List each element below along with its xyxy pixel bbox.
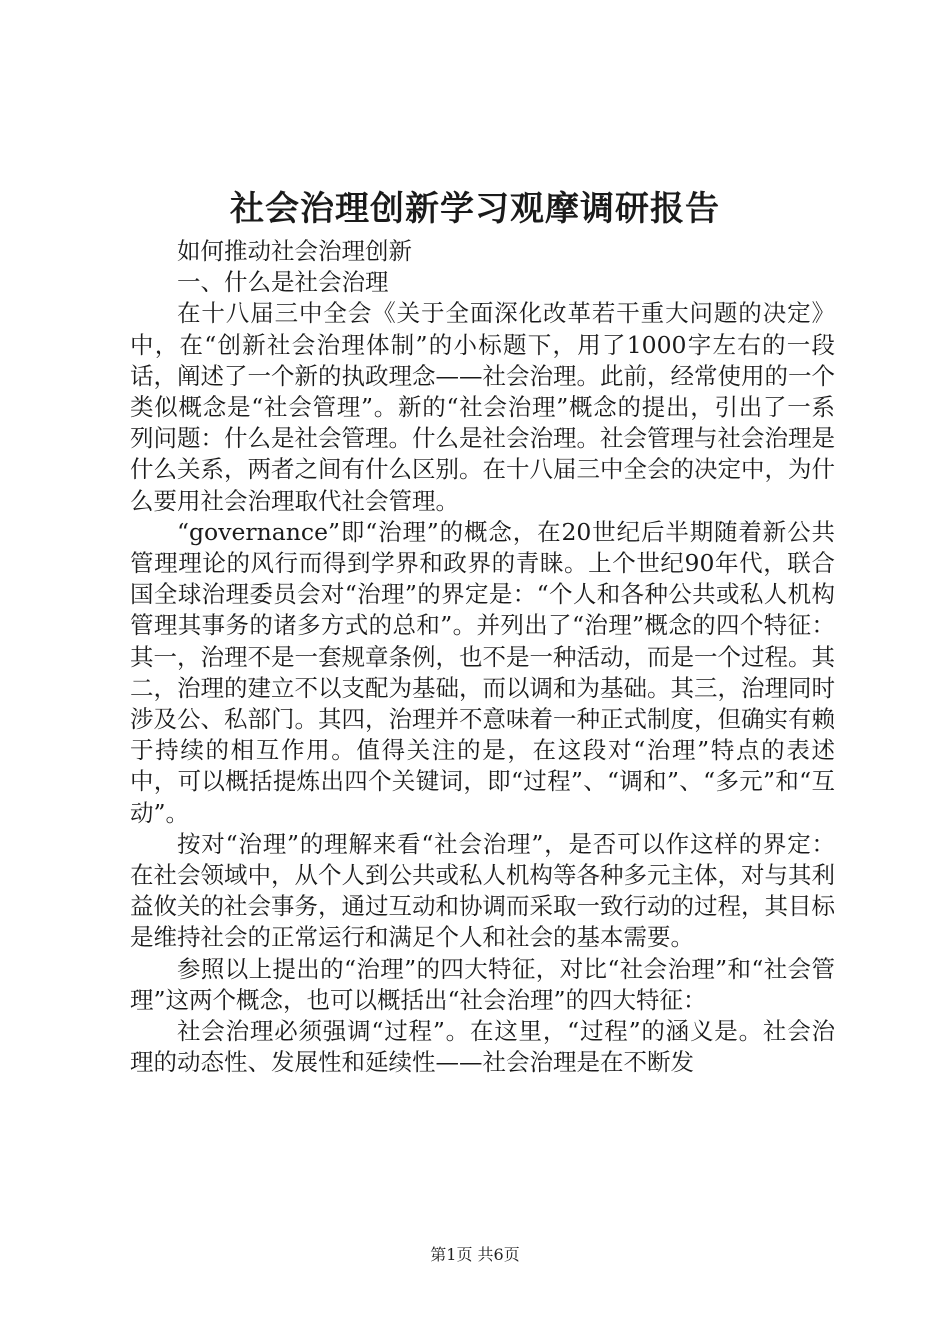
paragraph: 参照以上提出的“治理”的四大特征，对比“社会治理”和“社会管理”这两个概念，也可以概括出“社会治理”的四大特征： [130, 954, 835, 1014]
page-number-footer: 第1页 共6页 [430, 1245, 520, 1264]
paragraph-subtitle: 如何推动社会治理创新 [177, 237, 412, 265]
paragraph-section-heading: 一、什么是社会治理 [177, 268, 389, 297]
paragraph: 按对“治理”的理解来看“社会治理”，是否可以作这样的界定：在社会领域中，从个人到公共或私人机构等各种多元主体，对与其利益攸关的社会事务，通过互动和协调而采取一致行动的过程，其目标是维持社会的正常运行和满足个人和社会的基本需要。 [130, 829, 835, 952]
document-title: 社会治理创新学习观摩调研报告 [230, 189, 720, 229]
paragraph: “governance”即“治理”的概念，在20世纪后半期随着新公共管理理论的风行而得到学界和政界的青睐。上个世纪90年代，联合国全球治理委员会对“治理”的界定是：“个人和各种公共或私人机构管理其事务的诸多方式的总和”。并列出了“治理”概念的四个特征：其一，治理不是一套规章条例，也不是一种活动，而是一个过程。其二，治理的建立不以支配为基础，而以调和为基础。其三，治理同时涉及公、私部门。其四，治理并不意味着一种正式制度，但确实有赖于持续的相互作用。值得关注的是，在这段对“治理”特点的表述中，可以概括提炼出四个关键词，即“过程”、“调和”、“多元”和“互动”。 [130, 517, 835, 827]
paragraph: 在十八届三中全会《关于全面深化改革若干重大问题的决定》中，在“创新社会治理体制”的小标题下，用了1000字左右的一段话，阐述了一个新的执政理念——社会治理。此前，经常使用的一个类似概念是“社会管理”。新的“社会治理”概念的提出，引出了一系列问题：什么是社会管理。什么是社会治理。社会管理与社会治理是什么关系，两者之间有什么区别。在十八届三中全会的决定中，为什么要用社会治理取代社会管理。 [130, 299, 835, 515]
paragraph: 社会治理必须强调“过程”。在这里，“过程”的涵义是。社会治理的动态性、发展性和延续性——社会治理是在不断发 [130, 1017, 835, 1077]
document-body [130, 236, 835, 1078]
